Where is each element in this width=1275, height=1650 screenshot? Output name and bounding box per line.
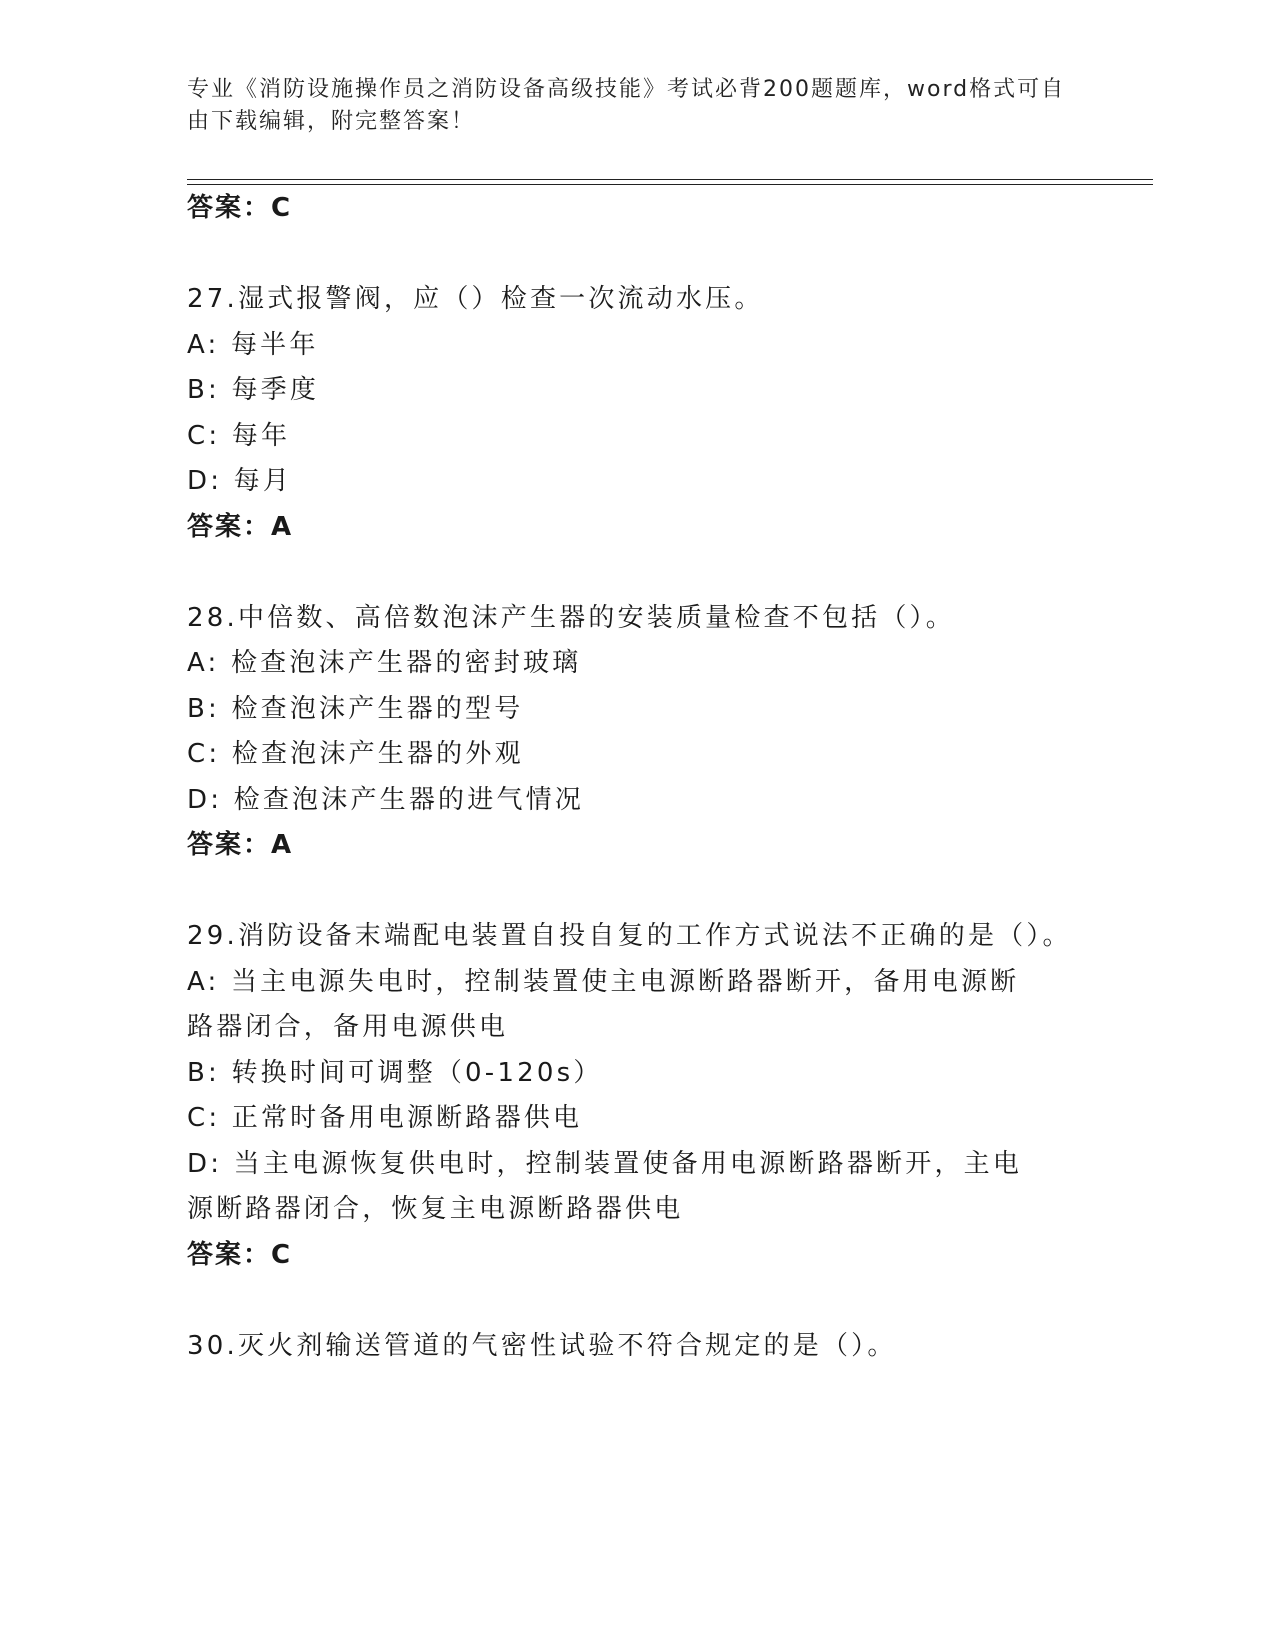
header-divider-bottom — [187, 184, 1153, 185]
header-divider-top — [187, 179, 1153, 180]
question-stem: 29.消防设备末端配电装置自投自复的工作方式说法不正确的是（）。 — [187, 921, 1072, 951]
option-c: C: 每年 — [187, 420, 291, 451]
question-list — [187, 186, 1087, 1369]
option-a: A: 当主电源失电时，控制装置使主电源断路器断开，备用电源断路器闭合，备用电源供电 — [187, 966, 1020, 1042]
option-a: A: 检查泡沫产生器的密封玻璃 — [187, 648, 582, 678]
answer-line: 答案：C — [187, 1239, 293, 1270]
document-header: 专业《消防设施操作员之消防设备高级技能》考试必背200题题库，word格式可自由下载编辑，附完整答案！ — [187, 77, 1066, 134]
question-item — [187, 277, 1087, 550]
question-stem: 27.湿式报警阀，应（）检查一次流动水压。 — [187, 284, 764, 314]
option-b: B: 每季度 — [187, 375, 320, 405]
answer-line: 答案：A — [187, 511, 294, 542]
option-d: D: 每月 — [187, 466, 293, 496]
option-a: A: 每半年 — [187, 329, 319, 360]
option-d: D: 检查泡沫产生器的进气情况 — [187, 784, 585, 815]
answer-line: 答案：C — [187, 193, 293, 223]
option-c: C: 检查泡沫产生器的外观 — [187, 739, 524, 769]
question-item — [187, 596, 1087, 869]
option-c: C: 正常时备用电源断路器供电 — [187, 1103, 583, 1133]
question-stem: 28.中倍数、高倍数泡沫产生器的安装质量检查不包括（）。 — [187, 602, 955, 633]
question-item — [187, 914, 1087, 1278]
question-item — [187, 1324, 1087, 1370]
option-b: B: 转换时间可调整（0-120s） — [187, 1057, 603, 1088]
option-b: B: 检查泡沫产生器的型号 — [187, 693, 524, 724]
option-d: D: 当主电源恢复供电时，控制装置使备用电源断路器断开，主电源断路器闭合，恢复主电源断路器供电 — [187, 1148, 1023, 1224]
question-stem: 30.灭火剂输送管道的气密性试验不符合规定的是（）。 — [187, 1330, 897, 1361]
answer-line: 答案：A — [187, 830, 294, 860]
